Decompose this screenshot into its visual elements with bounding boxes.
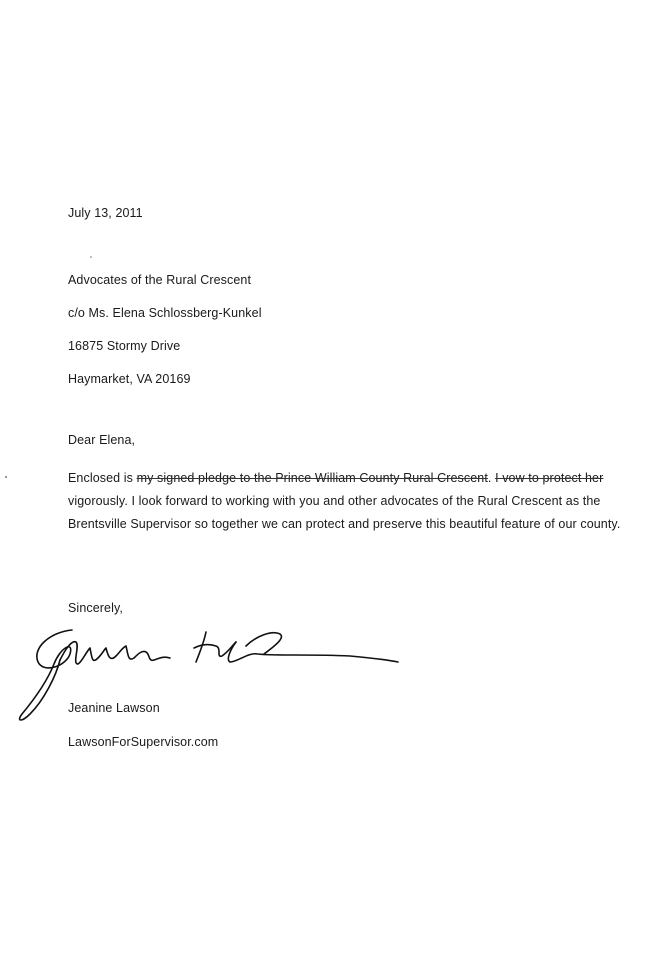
struck-text-pledge: my signed pledge to the Prince William County Rural Crescent <box>136 471 488 485</box>
signer-name: Jeanine Lawson <box>68 701 160 715</box>
struck-text-vow: I vow to protect her <box>495 471 604 485</box>
body-line-3: Brentsville Supervisor so together we can protect and preserve this beautiful feature of our county. <box>68 517 621 531</box>
recipient-street: 16875 Stormy Drive <box>68 339 181 353</box>
recipient-city-state-zip: Haymarket, VA 20169 <box>68 372 191 386</box>
body-line-1-start: Enclosed is <box>68 471 137 485</box>
scan-speck <box>5 476 7 478</box>
body-line-1 <box>68 470 603 486</box>
letter-date: July 13, 2011 <box>68 206 143 220</box>
body-line-2: vigorously. I look forward to working with you and other advocates of the Rural Crescent as the <box>68 494 601 508</box>
recipient-attention: c/o Ms. Elena Schlossberg-Kunkel <box>68 306 262 320</box>
campaign-website: LawsonForSupervisor.com <box>68 735 219 749</box>
body-line-1-mid: . <box>487 471 496 485</box>
closing: Sincerely, <box>68 601 123 615</box>
salutation: Dear Elena, <box>68 433 136 447</box>
recipient-organization: Advocates of the Rural Crescent <box>68 273 252 287</box>
scan-speck <box>90 256 92 258</box>
